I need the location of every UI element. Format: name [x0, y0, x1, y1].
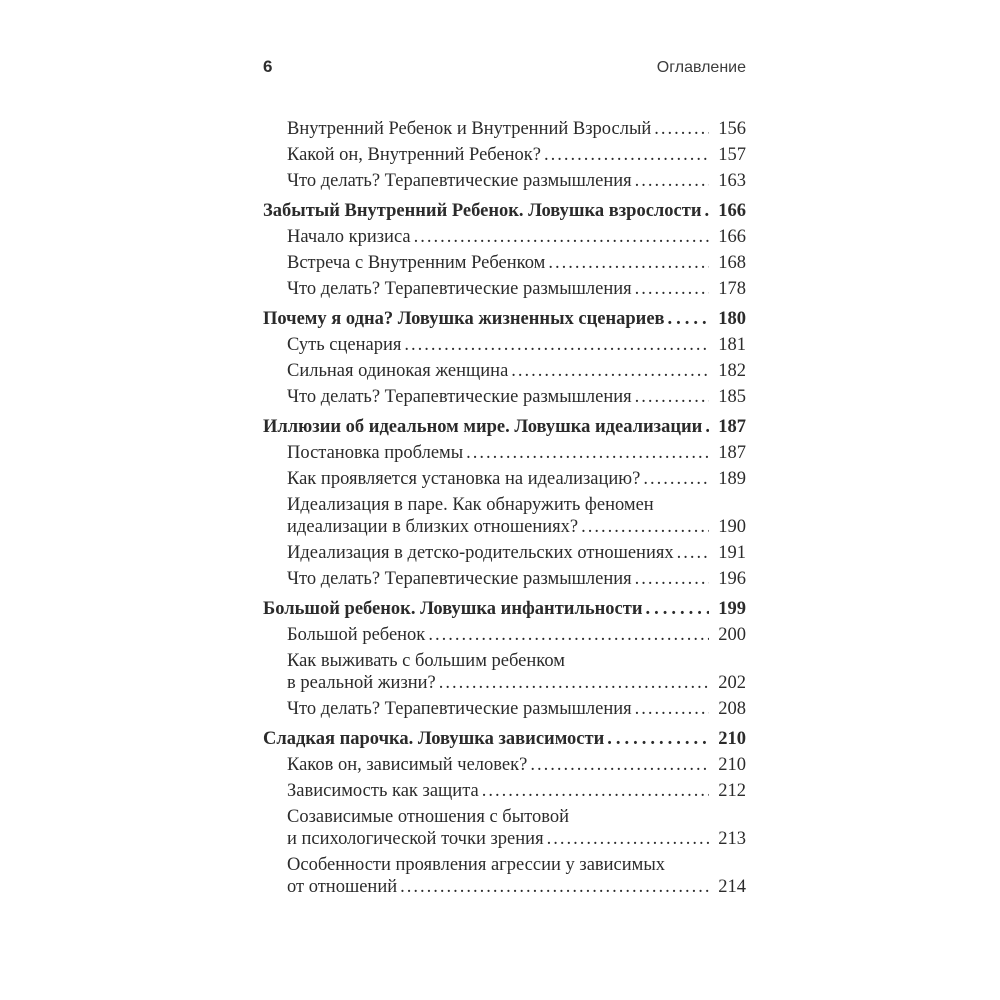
dot-leader: [400, 876, 709, 898]
toc-entry: [263, 118, 746, 140]
dot-leader: [466, 442, 709, 464]
toc-heading-title: Почему я одна? Ловушка жизненных сценариев: [263, 309, 665, 329]
toc-entry: [263, 442, 746, 464]
toc-entry-page: 189: [718, 469, 746, 489]
toc-entry-title: Как проявляется установка на идеализацию?: [287, 469, 641, 489]
toc-entry-page: 185: [718, 387, 746, 407]
toc-entry: [263, 468, 746, 490]
toc-entry: [263, 278, 746, 300]
toc-section-heading: [263, 416, 746, 438]
toc-entry-page: 200: [718, 625, 746, 645]
toc-heading-page: 166: [718, 201, 746, 221]
toc-entry-title: в реальной жизни?: [287, 673, 436, 693]
toc-entry: [263, 542, 746, 564]
toc-entry-title: и психологической точки зрения: [287, 829, 544, 849]
toc-entry-page: 212: [718, 781, 746, 801]
toc-entry-line1: [263, 806, 746, 828]
toc-entry-title: Постановка проблемы: [287, 443, 464, 463]
toc-entry: [263, 360, 746, 382]
dot-leader: [511, 360, 709, 382]
toc-heading-title: Забытый Внутренний Ребенок. Ловушка взрослости: [263, 201, 702, 221]
dot-leader: [646, 598, 710, 620]
toc-entry-page: 187: [718, 443, 746, 463]
toc-section: [263, 200, 746, 300]
toc-section: [263, 598, 746, 720]
toc-entry: [263, 334, 746, 356]
toc-entry-page: 210: [718, 755, 746, 775]
toc-entry-page: 196: [718, 569, 746, 589]
toc-entry-line2: [263, 828, 746, 850]
toc-entry-title: Начало кризиса: [287, 227, 411, 247]
toc-entry-page: 166: [718, 227, 746, 247]
dot-leader: [414, 226, 709, 248]
toc-section: [263, 416, 746, 590]
toc-entry-page: 208: [718, 699, 746, 719]
toc-entry-page: 181: [718, 335, 746, 355]
toc-entry-line1: [263, 854, 746, 876]
toc-entry-page: 191: [718, 543, 746, 563]
toc-heading-title: Большой ребенок. Ловушка инфантильности: [263, 599, 643, 619]
dot-leader: [635, 698, 709, 720]
toc-entry-title: Как выживать с большим ребенком: [287, 651, 565, 671]
toc-entry-page: 163: [718, 171, 746, 191]
toc-entry-title: Внутренний Ребенок и Внутренний Взрослый: [287, 119, 652, 139]
toc-entry: [263, 252, 746, 274]
dot-leader: [635, 278, 709, 300]
toc-entry-line1: [263, 650, 746, 672]
toc-entry-line2: [263, 516, 746, 538]
dot-leader: [544, 144, 709, 166]
toc-entry-title: Суть сценария: [287, 335, 402, 355]
toc-entry: [263, 780, 746, 802]
dot-leader: [635, 568, 709, 590]
toc-entry-title: Что делать? Терапевтические размышления: [287, 387, 632, 407]
toc-entry-title: Зависимость как защита: [287, 781, 479, 801]
toc-entry-page: 156: [718, 119, 746, 139]
toc-entry-page: 182: [718, 361, 746, 381]
dot-leader: [439, 672, 709, 694]
toc-entry-page: 202: [718, 673, 746, 693]
toc-entry-title: Какой он, Внутренний Ребенок?: [287, 145, 542, 165]
toc-entry-line2: [263, 876, 746, 898]
toc-section-heading: [263, 308, 746, 330]
toc-entry: [263, 170, 746, 192]
toc-entry-page: 213: [718, 829, 746, 849]
toc-entry-title: Что делать? Терапевтические размышления: [287, 699, 632, 719]
toc-entry-title: Что делать? Терапевтические размышления: [287, 569, 632, 589]
page-number: 6: [263, 57, 273, 76]
dot-leader: [635, 170, 709, 192]
toc-section: [263, 728, 746, 898]
toc-entry-page: 157: [718, 145, 746, 165]
toc-heading-title: Иллюзии об идеальном мире. Ловушка идеализации: [263, 417, 703, 437]
dot-leader: [581, 516, 709, 538]
toc-entry-line1: [263, 494, 746, 516]
toc-entry: [263, 226, 746, 248]
toc-entry: [263, 568, 746, 590]
toc-entry-title: Встреча с Внутренним Ребенком: [287, 253, 546, 273]
dot-leader: [547, 828, 709, 850]
toc-entry-title: Идеализация в паре. Как обнаружить феномен: [287, 495, 654, 515]
running-title: Оглавление: [656, 59, 746, 76]
toc-entry-title: Что делать? Терапевтические размышления: [287, 171, 632, 191]
toc-entry-title: Идеализация в детско-родительских отношениях: [287, 543, 674, 563]
dot-leader: [607, 728, 709, 750]
toc-entry: [263, 624, 746, 646]
toc-entry-title: Особенности проявления агрессии у зависимых: [287, 855, 666, 875]
toc-entry: [263, 144, 746, 166]
dot-leader: [530, 754, 709, 776]
dot-leader: [548, 252, 709, 274]
toc-heading-page: 180: [718, 309, 746, 329]
toc-section-heading: [263, 200, 746, 222]
dot-leader: [404, 334, 709, 356]
toc-entry-title: Большой ребенок: [287, 625, 426, 645]
dot-leader: [668, 308, 709, 330]
toc-entry: [263, 754, 746, 776]
dot-leader: [428, 624, 709, 646]
toc-entry-page: 178: [718, 279, 746, 299]
toc-entry-line2: [263, 672, 746, 694]
toc-entry-page: 214: [718, 877, 746, 897]
dot-leader: [705, 416, 709, 438]
toc-section: [263, 118, 746, 192]
dot-leader: [677, 542, 709, 564]
toc-section-heading: [263, 728, 746, 750]
toc-entry-page: 190: [718, 517, 746, 537]
toc-entry-title: идеализации в близких отношениях?: [287, 517, 579, 537]
toc-heading-title: Сладкая парочка. Ловушка зависимости: [263, 729, 605, 749]
toc-section: [263, 308, 746, 408]
toc-heading-page: 210: [718, 729, 746, 749]
toc-entry-title: Каков он, зависимый человек?: [287, 755, 528, 775]
toc-heading-page: 187: [718, 417, 746, 437]
toc-entry: [263, 698, 746, 720]
dot-leader: [654, 118, 709, 140]
running-head: [263, 57, 746, 77]
dot-leader: [482, 780, 709, 802]
dot-leader: [643, 468, 709, 490]
toc-entry-title: от отношений: [287, 877, 398, 897]
toc-entry-page: 168: [718, 253, 746, 273]
toc-entry-title: Созависимые отношения с бытовой: [287, 807, 569, 827]
toc-heading-page: 199: [718, 599, 746, 619]
toc-entry: [263, 386, 746, 408]
table-of-contents: [263, 118, 746, 902]
dot-leader: [635, 386, 709, 408]
dot-leader: [705, 200, 709, 222]
toc-entry-title: Сильная одинокая женщина: [287, 361, 509, 381]
toc-entry-title: Что делать? Терапевтические размышления: [287, 279, 632, 299]
toc-section-heading: [263, 598, 746, 620]
